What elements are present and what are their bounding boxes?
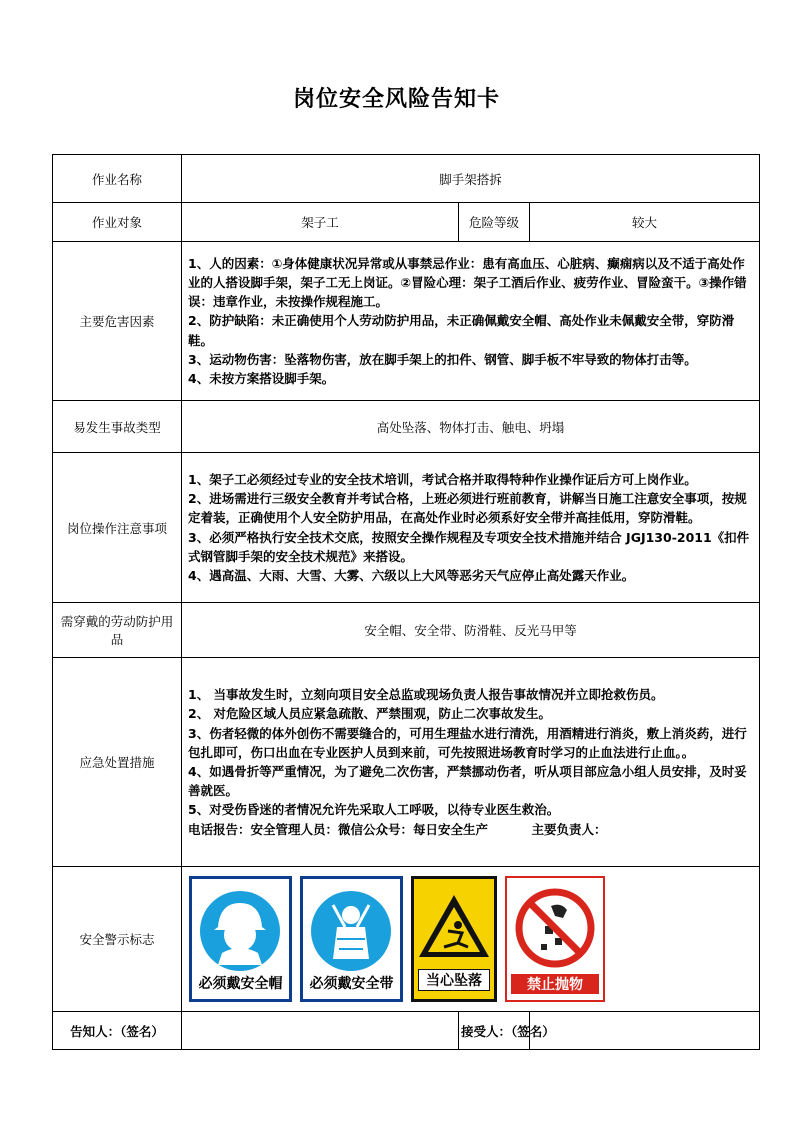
harness-icon (303, 883, 400, 979)
risk-card-table (52, 154, 760, 1050)
notifier-label: 告知人：（签名） (53, 1012, 182, 1050)
sign-no-throwing (505, 876, 605, 1002)
receiver-signature[interactable] (530, 1012, 760, 1050)
emergency-content (182, 658, 760, 867)
precaution-line: 2、进场需进行三级安全教育并考试合格，上班必须进行班前教育，讲解当日施工注意安全事项，按规定着装，正确使用个人安全防护用品，在高处作业时必须系好安全带并高挂低用，穿防滑鞋。 (188, 491, 747, 526)
hazards-content (182, 242, 760, 401)
signs-strip (188, 876, 753, 1002)
fall-warning-icon (414, 885, 494, 975)
sign-helmet-text: 必须戴安全帽 (198, 976, 283, 992)
helmet-icon (192, 883, 289, 979)
risk-level-value: 较大 (530, 203, 760, 242)
emergency-line: 3、伤者轻微的体外创伤不需要缝合的，可用生理盐水进行清洗，用酒精进行消炎，敷上消炎药，进行包扎即可，伤口出血在专业医护人员到来前，可先按照进场教育时学习的止血法进行止血。。 (188, 725, 747, 760)
job-name-value: 脚手架搭拆 (182, 155, 760, 203)
row-job-target (53, 203, 760, 242)
precaution-line: 1、架子工必须经过专业的安全技术培训，考试合格并取得特种作业操作证后方可上岗作业。 (188, 471, 697, 487)
hazard-line: 2、防护缺陷：未正确使用个人劳动防护用品，未正确佩戴安全帽、高处作业未佩戴安全带，穿防滑鞋。 (188, 313, 735, 348)
no-throwing-icon (507, 882, 603, 976)
notifier-signature[interactable] (182, 1012, 459, 1050)
page-title: 岗位安全风险告知卡 (292, 87, 500, 112)
job-name-label: 作业名称 (53, 155, 182, 203)
emergency-line: 电话报告：安全管理人员：微信公众号：每日安全生产 主要负责人： (188, 821, 607, 837)
sign-harness (300, 876, 403, 1002)
ppe-value: 安全帽、安全带、防滑鞋、反光马甲等 (182, 603, 760, 658)
accidents-label: 易发生事故类型 (53, 401, 182, 453)
sign-harness-text: 必须戴安全带 (309, 976, 394, 992)
sign-helmet (189, 876, 292, 1002)
emergency-line: 5、对受伤昏迷的者情况允许先采取人工呼吸，以待专业医生救治。 (188, 802, 560, 818)
emergency-line: 4、如遇骨折等严重情况，为了避免二次伤害，严禁挪动伤者，听从项目部应急小组人员安排，及时妥善就医。 (188, 764, 747, 799)
receiver-label: 接受人：（签名） (459, 1012, 530, 1050)
job-target-value: 架子工 (182, 203, 459, 242)
row-emergency (53, 658, 760, 867)
hazard-line: 3、运动物伤害：坠落物伤害，放在脚手架上的扣件、钢管、脚手板不牢导致的物体打击等。 (188, 351, 697, 367)
ppe-label: 需穿戴的劳动防护用品 (53, 603, 182, 658)
row-sign-off (53, 1012, 760, 1050)
precaution-line: 4、遇高温、大雨、大雪、大雾、六级以上大风等恶劣天气应停止高处露天作业。 (188, 567, 635, 583)
sign-fall-text: 当心坠落 (418, 969, 490, 991)
emergency-line: 1、 当事故发生时，立刻向项目安全总监或现场负责人报告事故情况并立即抢救伤员。 (188, 687, 664, 703)
row-precautions (53, 453, 760, 603)
precautions-content (182, 453, 760, 603)
sign-no-throwing-text: 禁止抛物 (511, 974, 599, 994)
signs-content (182, 867, 760, 1012)
row-hazards (53, 242, 760, 401)
job-target-label: 作业对象 (53, 203, 182, 242)
hazard-line: 4、未按方案搭设脚手架。 (188, 371, 335, 386)
emergency-line: 2、 对危险区域人员应紧急疏散、严禁围观，防止二次事故发生。 (188, 706, 552, 722)
hazard-line: 1、人的因素：①身体健康状况异常或从事禁忌作业：患有高血压、心脏病、癫痫病以及不适于高处作业的人搭设脚手架，架子工无上岗证。②冒险心理：架子工酒后作业、疲劳作业、冒险蛮干。③操作错误：违章作业，未按操作规程施工。 (188, 255, 747, 310)
precautions-label: 岗位操作注意事项 (53, 453, 182, 603)
risk-level-label: 危险等级 (459, 203, 530, 242)
row-ppe (53, 603, 760, 658)
accidents-value: 高处坠落、物体打击、触电、坍塌 (182, 401, 760, 453)
hazards-label: 主要危害因素 (53, 242, 182, 401)
precaution-line: 3、必须严格执行安全技术交底，按照安全操作规程及专项安全技术措施并结合 JGJ130-2011《扣件式钢管脚手架的安全技术规范》来搭设。 (188, 529, 750, 564)
signs-label: 安全警示标志 (53, 867, 182, 1012)
sign-fall (411, 876, 497, 1002)
row-job-name (53, 155, 760, 203)
emergency-label: 应急处置措施 (53, 658, 182, 867)
row-signs (53, 867, 760, 1012)
row-accidents (53, 401, 760, 453)
